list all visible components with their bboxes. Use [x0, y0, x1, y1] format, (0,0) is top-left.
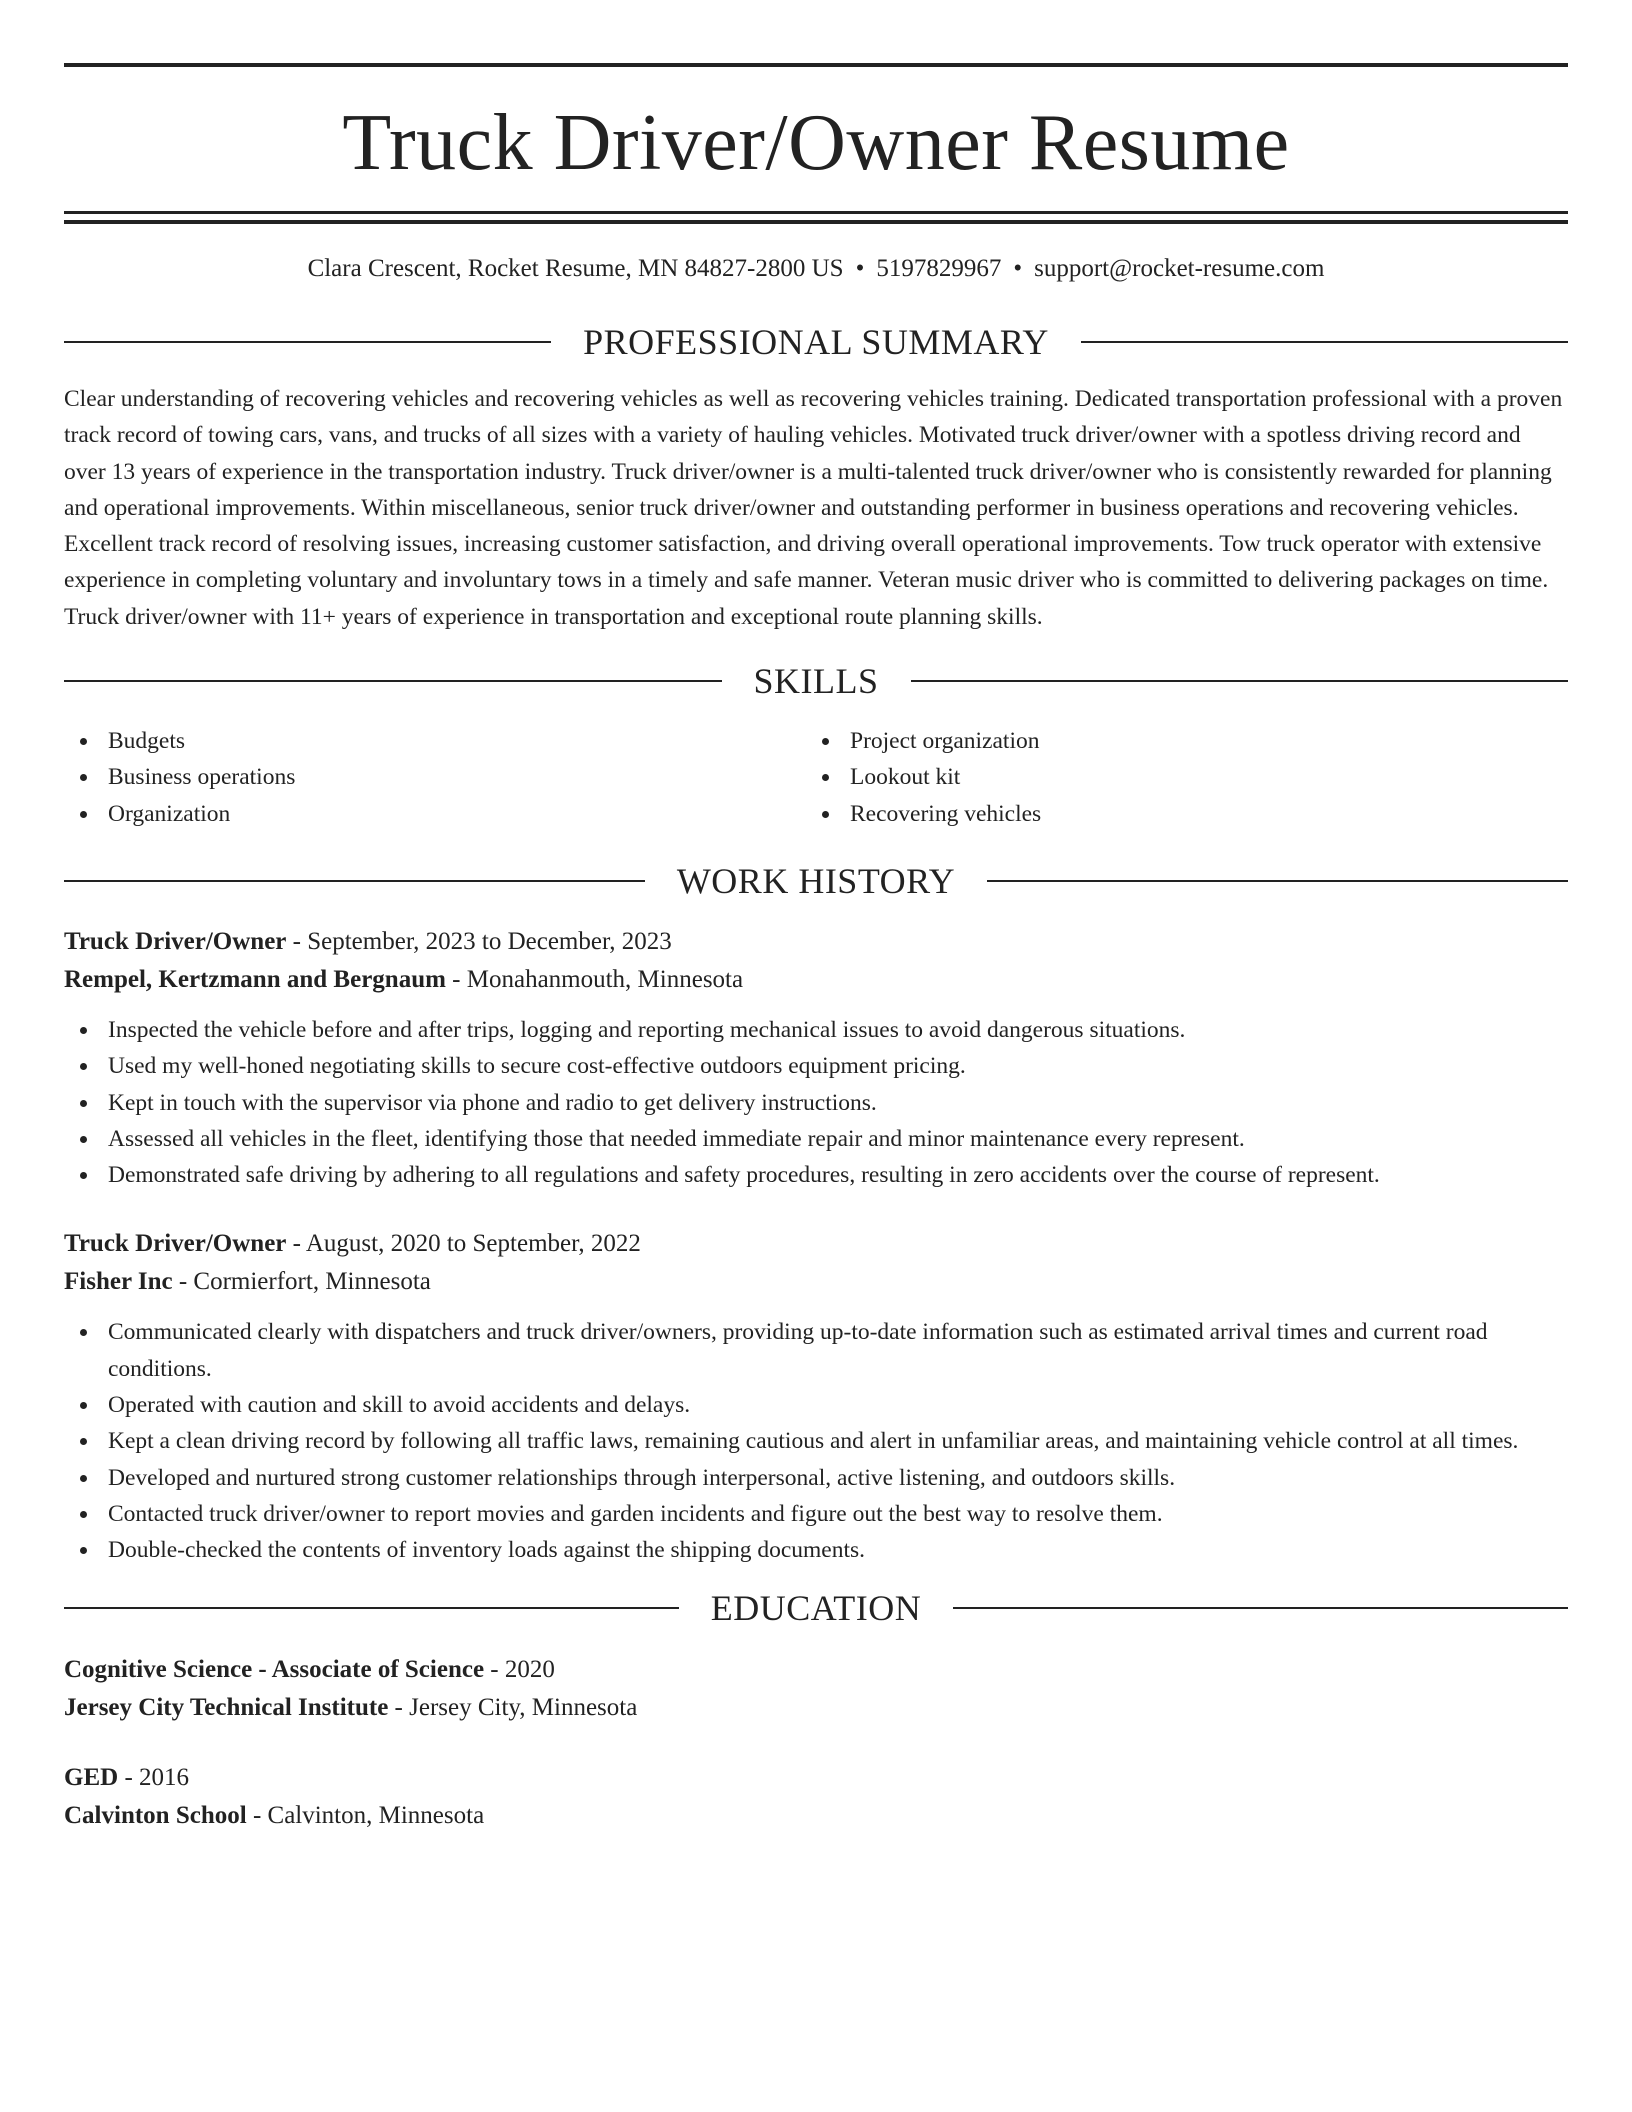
- contact-phone: 5197829967: [876, 255, 1002, 282]
- education-degree-line: [64, 1651, 1568, 1689]
- job-company-line: [64, 961, 1568, 999]
- skills-column-right: [806, 723, 1548, 832]
- education-year: - 2016: [118, 1763, 190, 1791]
- education-school: Calvinton School: [64, 1801, 247, 1829]
- resume-page: [64, 63, 1568, 1835]
- section-rule-right: [911, 680, 1569, 682]
- job-company: Fisher Inc: [64, 1268, 173, 1296]
- skill-item: Business operations: [64, 759, 806, 795]
- education-degree: GED: [64, 1763, 119, 1791]
- education-location: - Jersey City, Minnesota: [388, 1693, 638, 1721]
- section-rule-left: [64, 1607, 679, 1609]
- job-company: Rempel, Kertzmann and Bergnaum: [64, 965, 446, 993]
- job-entry: [64, 1225, 1568, 1568]
- contact-address: Clara Crescent, Rocket Resume, MN 84827-2800 US: [307, 255, 844, 282]
- job-dates: - September, 2023 to December, 2023: [286, 927, 672, 955]
- skill-item: Recovering vehicles: [806, 796, 1548, 832]
- job-dates: - August, 2020 to September, 2022: [286, 1230, 641, 1258]
- summary-heading: PROFESSIONAL SUMMARY: [583, 322, 1049, 362]
- job-bullet: Kept a clean driving record by following all traffic laws, remaining cautious and alert in unfamiliar areas, and maintaining vehicle control at all times.: [64, 1423, 1568, 1459]
- top-rule: [64, 63, 1568, 67]
- job-location: - Monahanmouth, Minnesota: [445, 965, 744, 993]
- section-rule-left: [64, 341, 551, 343]
- contact-email: support@rocket-resume.com: [1034, 255, 1325, 282]
- section-rule-left: [64, 680, 722, 682]
- work-section-header: [64, 861, 1568, 901]
- education-section-header: [64, 1588, 1568, 1628]
- section-rule-right: [987, 880, 1568, 882]
- job-bullet: Communicated clearly with dispatchers and truck driver/owners, providing up-to-date information such as estimated arrival times and current road conditions.: [64, 1314, 1568, 1387]
- contact-separator: •: [855, 255, 865, 282]
- section-rule-left: [64, 880, 645, 882]
- skill-item: Budgets: [64, 723, 806, 759]
- job-bullet: Assessed all vehicles in the fleet, identifying those that needed immediate repair and minor maintenance every represent.: [64, 1121, 1568, 1157]
- skills-section-header: [64, 661, 1568, 701]
- job-bullet: Operated with caution and skill to avoid accidents and delays.: [64, 1387, 1568, 1423]
- job-bullet: Contacted truck driver/owner to report movies and garden incidents and figure out the best way to resolve them.: [64, 1496, 1568, 1532]
- summary-text: Clear understanding of recovering vehicles and recovering vehicles as well as recovering vehicles training. Dedicated transportation professional with a proven track record of towing cars, vans, and trucks of all sizes with a variety of hauling vehicles. Motivated truck driver/owner with a spotless driving record and over 13 years of experience in the transportation industry. Truck driver/owner is a multi-talented truck driver/owner who is consistently rewarded for planning and operational improvements. Within miscellaneous, senior truck driver/owner and outstanding performer in business operations and recovering vehicles. Excellent track record of resolving issues, increasing customer satisfaction, and driving overall operational improvements. Tow truck operator with extensive experience in completing voluntary and involuntary tows in a timely and safe manner. Veteran music driver who is committed to delivering packages on time. Truck driver/owner with 11+ years of experience in transportation and exceptional route planning skills.: [64, 386, 1563, 630]
- skills-column-left: [64, 723, 806, 832]
- job-company-line: [64, 1263, 1568, 1301]
- education-heading: EDUCATION: [710, 1587, 922, 1628]
- section-rule-right: [1081, 341, 1568, 343]
- skill-item: Lookout kit: [806, 759, 1548, 795]
- section-rule-right: [953, 1607, 1568, 1609]
- skill-item: Organization: [64, 796, 806, 832]
- job-title-line: [64, 1225, 1568, 1263]
- contact-line: [64, 254, 1568, 284]
- job-entry: [64, 923, 1568, 1193]
- job-bullets: [64, 1012, 1568, 1193]
- job-bullet: Used my well-honed negotiating skills to secure cost-effective outdoors equipment pricing.: [64, 1048, 1568, 1084]
- job-bullets: [64, 1314, 1568, 1568]
- education-school-line: [64, 1797, 1568, 1835]
- job-location: - Cormierfort, Minnesota: [172, 1268, 431, 1296]
- education-school: Jersey City Technical Institute: [64, 1693, 389, 1721]
- contact-separator: •: [1013, 255, 1023, 282]
- job-bullet: Double-checked the contents of inventory loads against the shipping documents.: [64, 1532, 1568, 1568]
- skills-heading: SKILLS: [753, 661, 879, 702]
- summary-section-header: [64, 322, 1568, 362]
- job-bullet: Demonstrated safe driving by adhering to all regulations and safety procedures, resulting in zero accidents over the course of represent.: [64, 1157, 1568, 1193]
- job-title-line: [64, 923, 1568, 961]
- education-entry: [64, 1651, 1568, 1727]
- education-location: - Calvinton, Minnesota: [246, 1801, 485, 1829]
- job-bullet: Kept in touch with the supervisor via phone and radio to get delivery instructions.: [64, 1085, 1568, 1121]
- work-heading: WORK HISTORY: [676, 860, 956, 901]
- resume-title: Truck Driver/Owner Resume: [342, 99, 1290, 187]
- job-title: Truck Driver/Owner: [64, 927, 287, 955]
- job-bullet: Inspected the vehicle before and after trips, logging and reporting mechanical issues to avoid dangerous situations.: [64, 1012, 1568, 1048]
- job-title: Truck Driver/Owner: [64, 1230, 287, 1258]
- job-bullet: Developed and nurtured strong customer relationships through interpersonal, active listening, and outdoors skills.: [64, 1460, 1568, 1496]
- education-degree: Cognitive Science - Associate of Science: [64, 1655, 485, 1683]
- education-degree-line: [64, 1759, 1568, 1797]
- education-entry: [64, 1759, 1568, 1835]
- education-year: - 2020: [484, 1655, 555, 1683]
- title-double-rule: [64, 211, 1568, 224]
- education-school-line: [64, 1689, 1568, 1727]
- skill-item: Project organization: [806, 723, 1548, 759]
- skills-list: [64, 723, 1568, 832]
